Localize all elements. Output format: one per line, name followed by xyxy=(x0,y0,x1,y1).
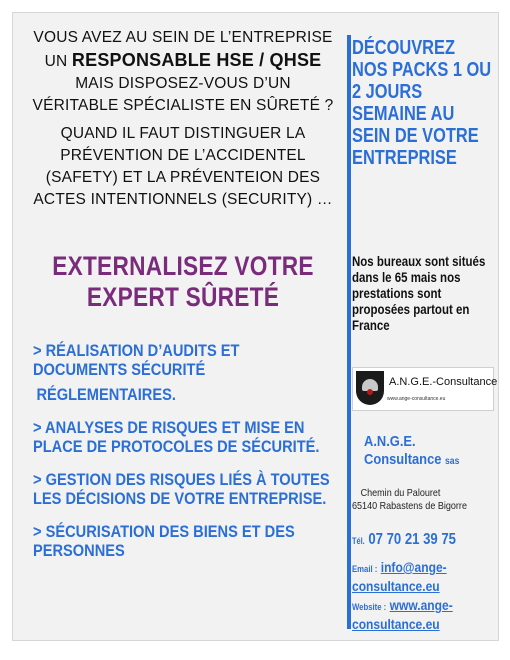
email xyxy=(352,559,498,595)
address-line: Chemin du Palouret xyxy=(360,487,441,499)
service-item: > GESTION DES RISQUES LIÉS À TOUTES LES DÉCISIONS DE VOTRE ENTREPRISE. xyxy=(33,470,330,508)
service-list xyxy=(33,341,353,574)
company-suffix: sas xyxy=(445,456,460,467)
intro-line: (SAFETY) ET LA PRÉVENTEION DES xyxy=(45,169,321,186)
intro-line xyxy=(13,49,353,73)
service-item: RÉGLEMENTAIRES. xyxy=(36,385,176,404)
intro-line: VOUS AVEZ AU SEIN DE L’ENTREPRISE xyxy=(33,29,333,46)
column-divider xyxy=(347,35,351,629)
phone-label: Tél. xyxy=(352,536,365,546)
logo-url: www.ange-consultance.eu xyxy=(387,396,446,402)
company-name xyxy=(364,433,493,471)
email-label: Email : xyxy=(352,564,378,574)
intro-line: PRÉVENTION DE L’ACCIDENTEL xyxy=(60,147,306,164)
website xyxy=(352,597,498,633)
service-item: > SÉCURISATION DES BIENS ET DES PERSONNES xyxy=(33,522,295,560)
email-link[interactable]: info@ange-consultance.eu xyxy=(352,559,447,594)
website-label: Website : xyxy=(352,602,387,612)
headline-line: EXPERT SÛRETÉ xyxy=(86,282,280,312)
service-item: > RÉALISATION D’AUDITS ET DOCUMENTS SÉCURITÉ xyxy=(33,341,240,379)
logo-name: A.N.G.E.-Consultance xyxy=(389,376,498,388)
left-column xyxy=(13,27,353,211)
headline xyxy=(40,251,326,313)
service-item: > ANALYSES DE RISQUES ET MISE EN PLACE DE PROTOCOLES DE SÉCURITÉ. xyxy=(33,418,320,456)
offices-text: Nos bureaux sont situés dans le 65 mais nos prestations sont proposées partout en France xyxy=(352,253,486,333)
intro-line: MAIS DISPOSEZ-VOUS D’UN xyxy=(75,75,291,92)
intro-line: QUAND IL FAUT DISTINGUER LA xyxy=(60,125,306,142)
intro-text xyxy=(13,27,353,211)
address xyxy=(352,487,498,513)
phone xyxy=(352,531,491,550)
website-link[interactable]: www.ange-consultance.eu xyxy=(352,597,453,632)
headline-line: EXTERNALISEZ VOTRE xyxy=(52,251,314,281)
intro-strong: RESPONSABLE HSE / QHSE xyxy=(71,50,322,70)
flyer-page xyxy=(12,12,499,641)
company-logo xyxy=(352,367,498,411)
intro-line: ACTES INTENTIONNELS (SECURITY) … xyxy=(33,191,333,208)
eagle-shield-icon xyxy=(356,371,384,405)
phone-number[interactable]: 07 70 21 39 75 xyxy=(368,531,456,548)
right-column xyxy=(352,37,498,632)
company-name-text: A.N.G.E. Consultance xyxy=(364,433,442,468)
intro-prefix: UN xyxy=(44,53,68,70)
intro-line: VÉRITABLE SPÉCIALISTE EN SÛRETÉ ? xyxy=(32,97,334,114)
promo-text: DÉCOUVREZ NOS PACKS 1 OU 2 JOURS SEMAINE AU SEIN DE VOTRE ENTREPRISE xyxy=(352,37,492,169)
address-line: 65140 Rabastens de Bigorre xyxy=(352,500,467,512)
